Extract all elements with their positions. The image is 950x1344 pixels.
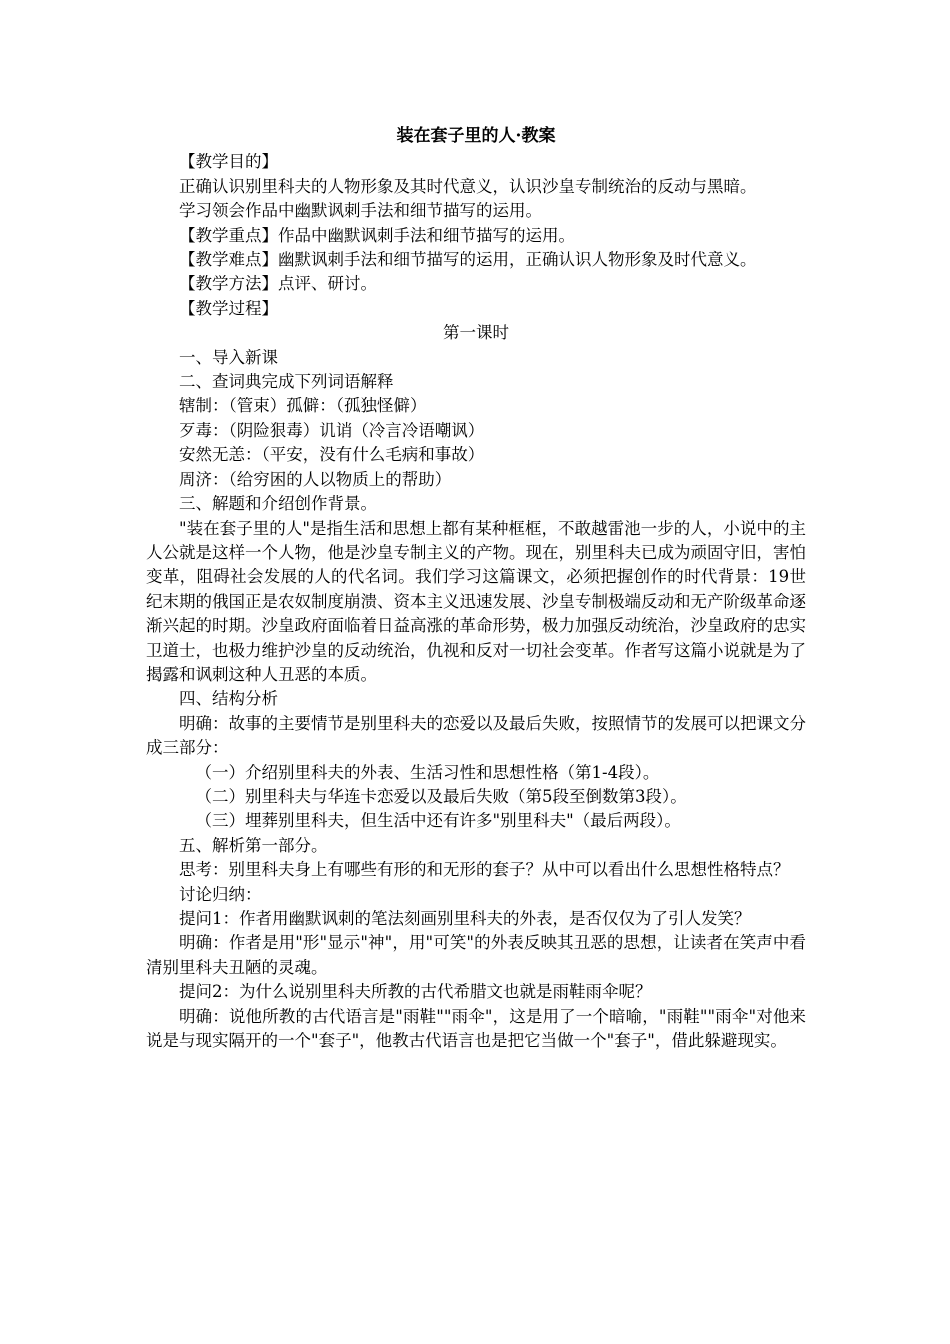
paragraph: 提问1：作者用幽默讽刺的笔法刻画别里科夫的外表，是否仅仅为了引人发笑？	[179, 909, 751, 928]
paragraph: 【教学过程】	[179, 298, 278, 318]
paragraph: 三、解题和介绍创作背景。	[179, 494, 377, 514]
outline-item: （二）别里科夫与华连卡恋爱以及最后失败（第5段至倒数第3段）。	[195, 786, 687, 806]
paragraph: 提问2：为什么说别里科夫所教的古代希腊文也就是雨鞋雨伞呢？	[179, 982, 652, 1002]
paragraph: 【教学难点】幽默讽刺手法和细节描写的运用，正确认识人物形象及时代意义。	[179, 250, 757, 270]
paragraph: 学习领会作品中幽默讽刺手法和细节描写的运用。	[179, 201, 542, 221]
paragraph: 【教学目的】	[179, 152, 278, 172]
paragraph: 五、解析第一部分。	[179, 835, 328, 855]
outline-item: （一）介绍别里科夫的外表、生活习性和思想性格（第1-4段）。	[195, 762, 660, 782]
paragraph: 安然无恙：（平安，没有什么毛病和事故）	[179, 445, 485, 465]
paragraph: 思考：别里科夫身上有哪些有形的和无形的套子？从中可以看出什么思想性格特点？	[179, 860, 790, 880]
section-heading: 第一课时	[443, 323, 509, 343]
paragraph: 讨论归纳：	[179, 884, 262, 904]
paragraph: 正确认识别里科夫的人物形象及其时代意义，认识沙皇专制统治的反动与黑暗。	[179, 176, 757, 196]
paragraph: 【教学重点】作品中幽默讽刺手法和细节描写的运用。	[179, 225, 575, 245]
paragraph: 一、导入新课	[179, 347, 278, 367]
paragraph: "装在套子里的人"是指生活和思想上都有某种框框，不敢越雷池一步的人，小说中的主人公就是这样一个人物，他是沙皇专制主义的产物。现在，别里科夫已成为顽固守旧，害怕变革，阻碍社会发展的人的代名词。我们学习这篇课文，必须把握创作的时代背景：19世纪末期的俄国正是农奴制度崩溃、资本主义迅速发展、沙皇专制极端反动和无产阶级革命逐渐兴起的时期。沙皇政府面临着日益高涨的革命形势，极力加强反动统治，沙皇政府的忠实卫道士，也极力维护沙皇的反动统治，仇视和反对一切社会变革。作者写这篇小说就是为了揭露和讽刺这种人丑恶的本质。	[146, 518, 806, 684]
paragraph: 明确：故事的主要情节是别里科夫的恋爱以及最后失败，按照情节的发展可以把课文分成三部分：	[146, 713, 806, 758]
document-title: 装在套子里的人·教案	[396, 126, 556, 146]
paragraph: 明确：说他所教的古代语言是"雨鞋""雨伞"，这是用了一个暗喻，"雨鞋""雨伞"对他来说是与现实隔开的一个"套子"，他教古代语言也是把它当做一个"套子"，借此躲避现实。	[146, 1006, 806, 1051]
paragraph: 明确：作者是用"形"显示"神"，用"可笑"的外表反映其丑恶的思想，让读者在笑声中看清别里科夫丑陋的灵魂。	[146, 933, 806, 977]
paragraph: 四、结构分析	[179, 689, 278, 709]
paragraph: 歹毒：（阴险狠毒）讥诮（冷言冷语嘲讽）	[179, 420, 485, 440]
paragraph: 二、查词典完成下列词语解释	[179, 372, 394, 392]
document-body	[146, 150, 806, 1053]
document-page	[146, 124, 806, 1053]
paragraph: 周济：（给穷困的人以物质上的帮助）	[179, 469, 452, 489]
paragraph: 【教学方法】点评、研讨。	[179, 274, 377, 294]
outline-item: （三）埋葬别里科夫，但生活中还有许多"别里科夫"（最后两段）。	[195, 811, 681, 831]
paragraph: 辖制：（管束）孤僻：（孤独怪僻）	[179, 396, 427, 416]
